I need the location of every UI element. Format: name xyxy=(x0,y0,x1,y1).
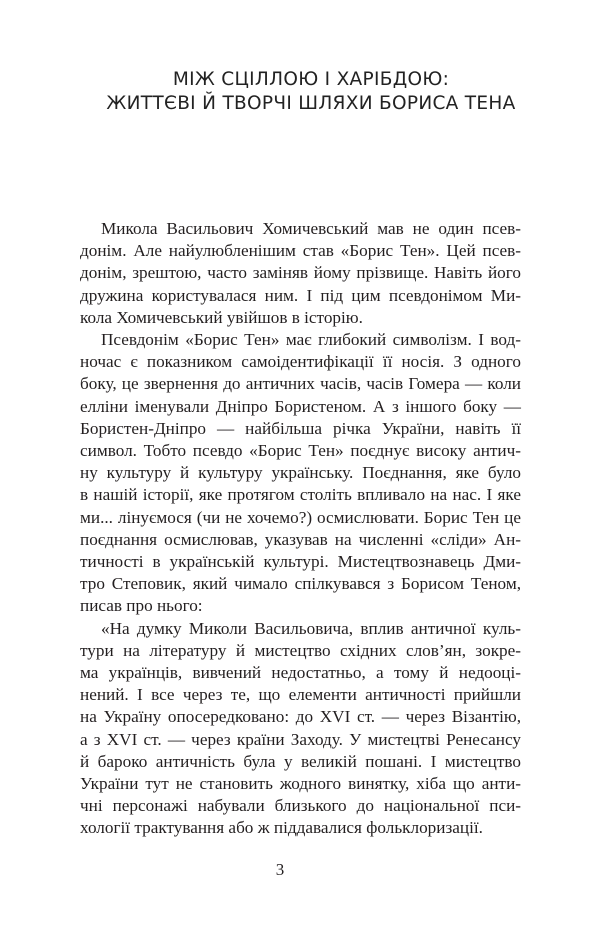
text-line: тичності в українській культурі. Мистецтвознавець Дми- xyxy=(80,552,521,572)
text-line: писав про нього: xyxy=(80,596,203,616)
text-line: хології трактування або ж піддавалися фольклоризації. xyxy=(80,818,483,838)
chapter-title xyxy=(0,68,600,116)
text-line: донім, зрештою, часто заміняв йому прізвище. Навіть його xyxy=(80,263,521,283)
text-line: й бароко античність була у великій пошані. І мистецтво xyxy=(80,751,521,771)
text-line: Бористен-Дніпро — найбільша річка України, навіть її xyxy=(80,418,521,438)
paragraph xyxy=(80,218,521,329)
text-line: України тут не становить жодного винятку, хіба що анти- xyxy=(80,774,521,794)
text-line: «На думку Миколи Васильовича, вплив античної куль- xyxy=(101,618,521,638)
page-number: 3 xyxy=(275,860,285,879)
chapter-title-line-2: ЖИТТЄВІ Й ТВОРЧІ ШЛЯХИ БОРИСА ТЕНА xyxy=(106,93,516,114)
paragraph xyxy=(80,329,521,618)
chapter-title-line-1: МІЖ СЦІЛЛОЮ І ХАРІБДОЮ: xyxy=(172,69,450,90)
text-line: дружина користувалася ним. І під цим псевдонімом Ми- xyxy=(80,285,521,305)
text-line: ма українців, вивчений недостатньо, а тому й недооці- xyxy=(80,663,521,683)
text-line: тро Степовик, який чимало спілкувався з Борисом Теном, xyxy=(80,574,521,594)
text-line: на Україну опосередковано: до XVI ст. — через Візантію, xyxy=(80,707,521,727)
text-line: кола Хомичевський увійшов в історію. xyxy=(80,307,363,327)
body-text xyxy=(80,218,521,840)
text-line: тури на літературу й мистецтво східних слов’ян, зокре- xyxy=(80,640,521,660)
text-line: елліни іменували Дніпро Бористеном. А з іншого боку — xyxy=(80,396,521,416)
paragraph xyxy=(80,618,521,840)
text-line: Микола Васильович Хомичевський мав не один псев- xyxy=(101,219,521,238)
text-line: символ. Тобто псевдо «Борис Тен» поєднує високу антич- xyxy=(80,441,521,461)
text-line: а з XVI ст. — через країни Заходу. У мистецтві Ренесансу xyxy=(80,729,521,749)
text-line: боку, це звернення до античних часів, часів Гомера — коли xyxy=(80,374,521,394)
text-line: чні персонажі набували близького до національної пси- xyxy=(80,796,521,816)
text-line: ночас є показником самоідентифікації її носія. З одного xyxy=(80,352,521,372)
text-line: донім. Але найулюбленішим став «Борис Тен». Цей псев- xyxy=(80,241,521,261)
text-line: ну культуру й культуру українську. Поєднання, яке було xyxy=(80,463,521,483)
text-line: поєднання осмислював, указував на численні «сліди» Ан- xyxy=(80,529,521,549)
text-line: нений. І все через те, що елементи античності прийшли xyxy=(80,685,521,705)
text-line: Псевдонім «Борис Тен» має глибокий символізм. І вод- xyxy=(101,330,521,350)
text-line: в нашій історії, яке протягом століть впливало на нас. І яке xyxy=(80,485,521,505)
text-line: ми... лінуємося (чи не хочемо?) осмислювати. Борис Тен це xyxy=(80,507,521,527)
